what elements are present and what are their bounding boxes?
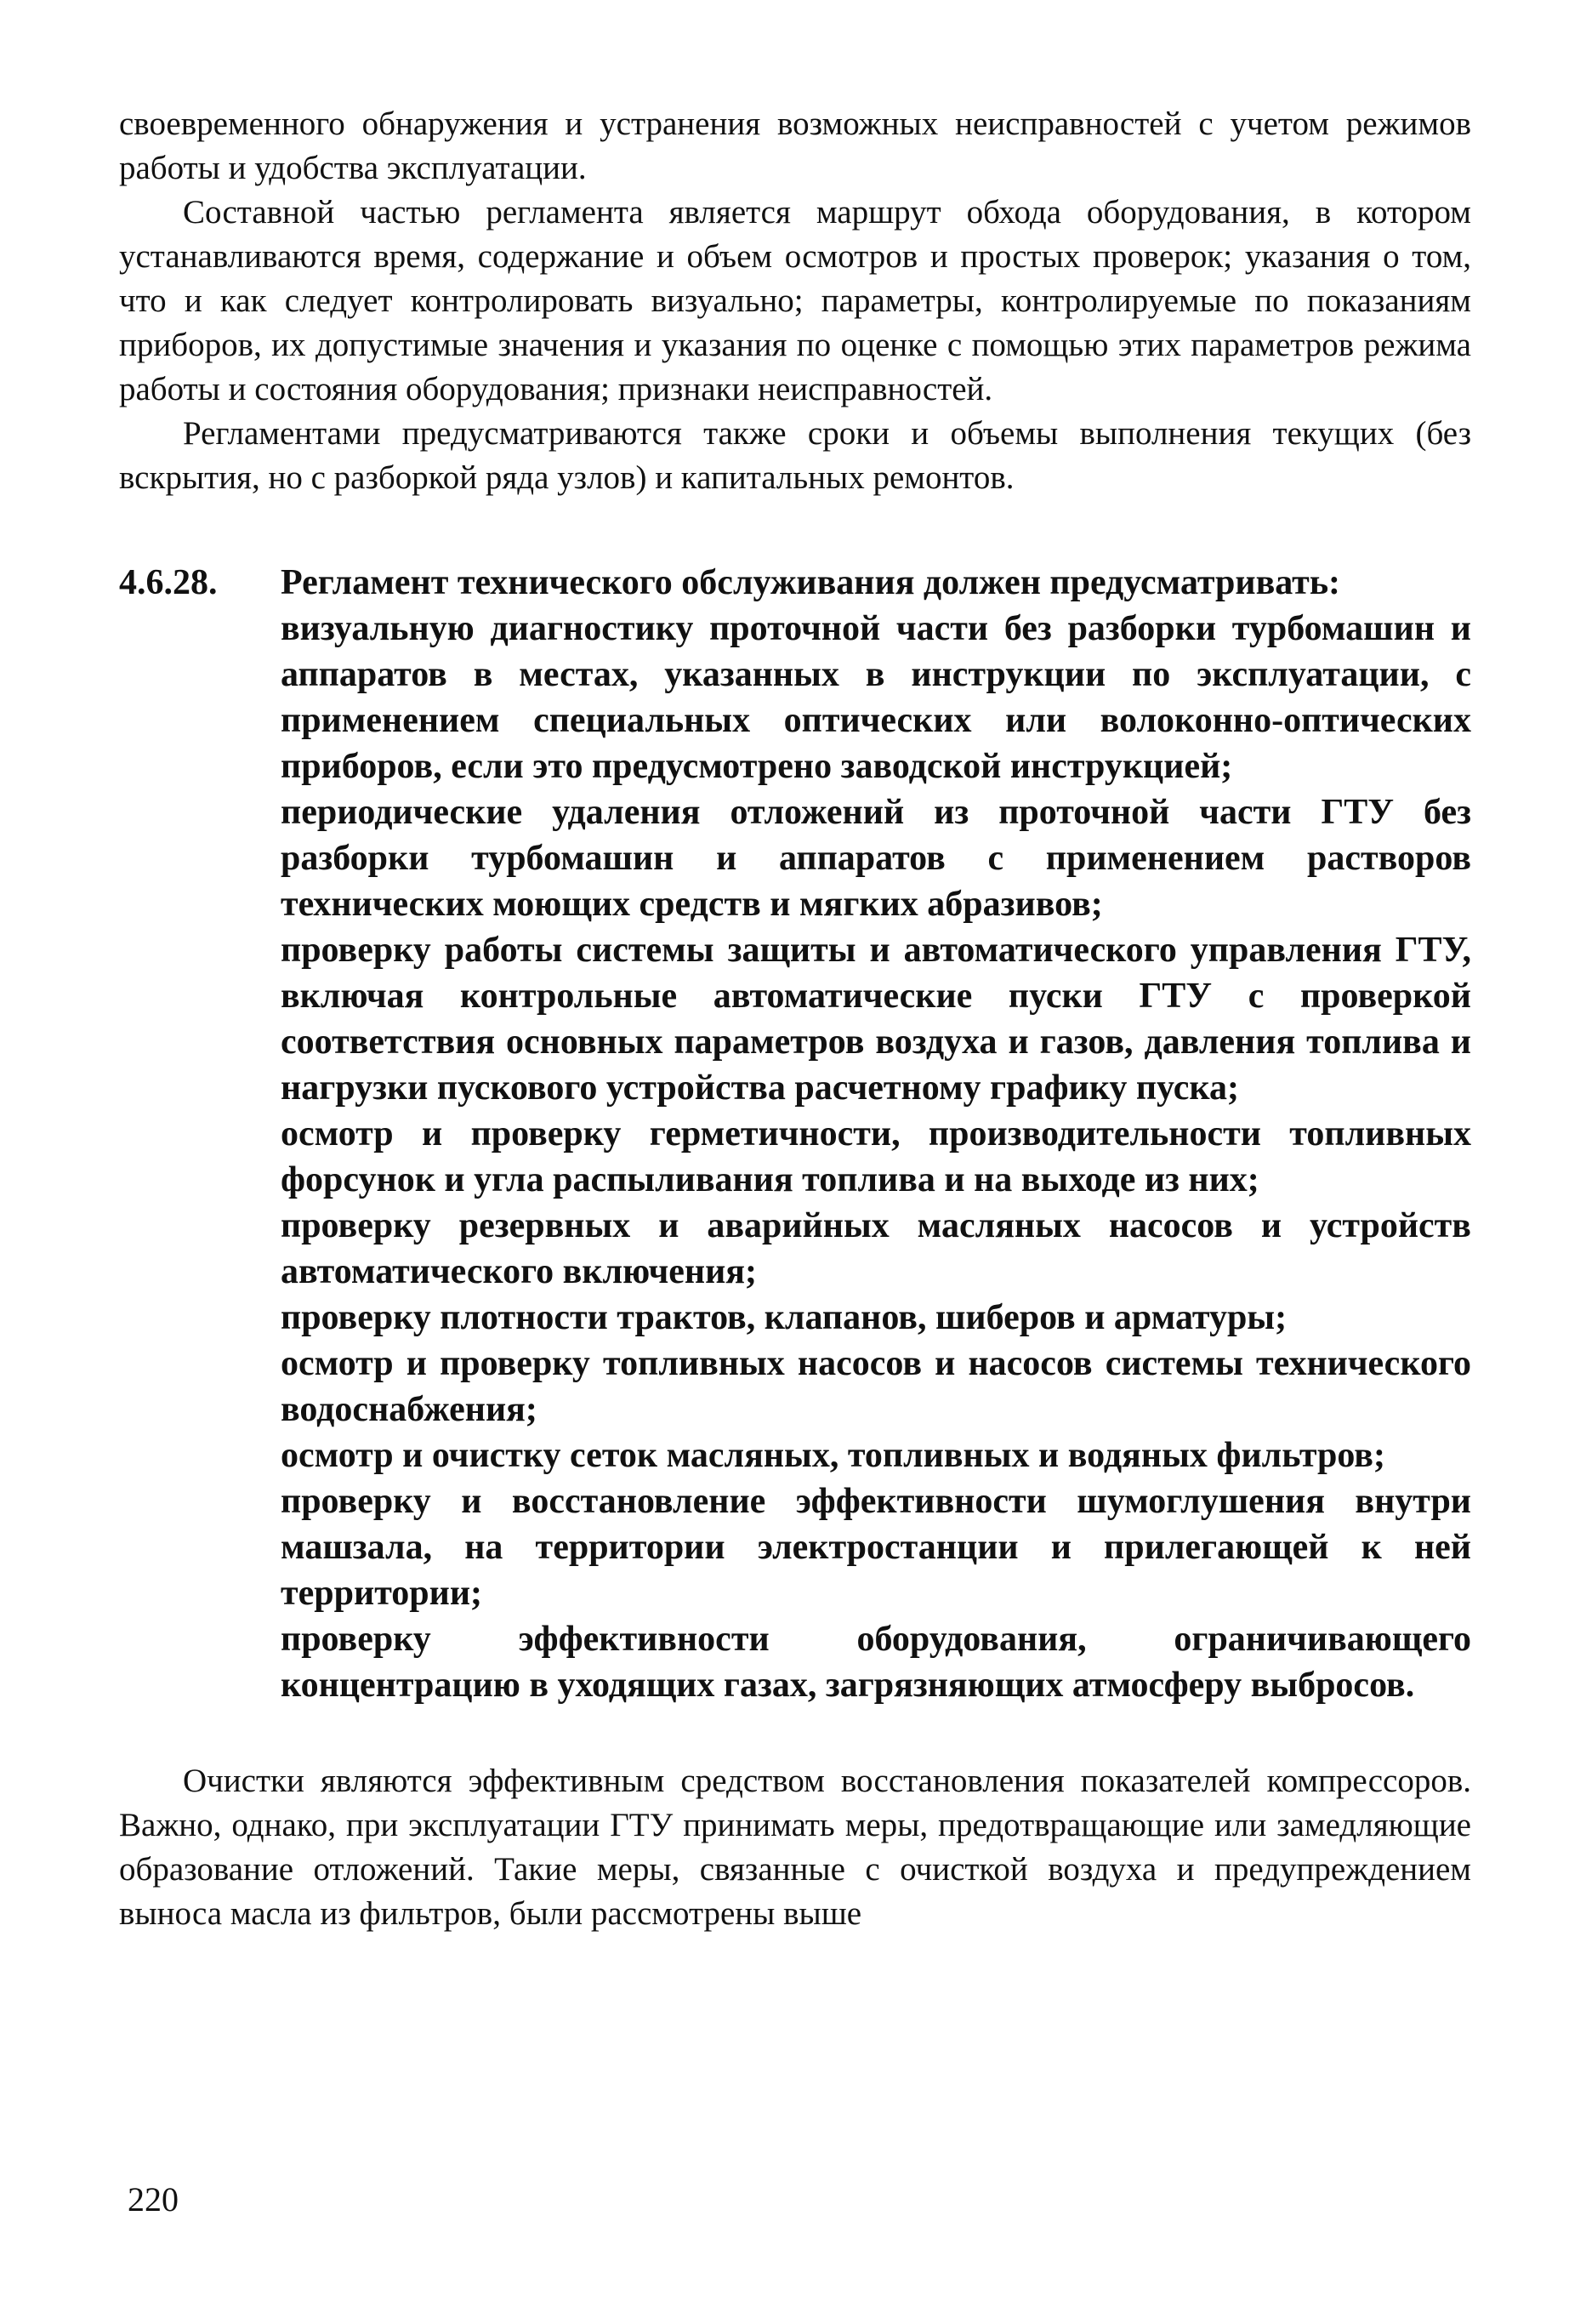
page-body [119,102,1471,1936]
section-items [281,606,1471,1708]
section-item: осмотр и очистку сеток масляных, топливных и водяных фильтров; [281,1436,1385,1475]
intro-paragraph-3: Регламентами предусматриваются также сроки и объемы выполнения текущих (без вскрытия, но с разборкой ряда узлов) и капитальных ремонтов. [119,415,1471,496]
section-item: периодические удаления отложений из проточной части ГТУ без разборки турбомашин и аппаратов с применением растворов технических моющих средств и мягких абразивов; [281,793,1471,924]
section-item: проверку и восстановление эффективности шумоглушения внутри машзала, на территории электростанции и прилегающей к ней территории; [281,1482,1471,1613]
section-item: проверку работы системы защиты и автоматического управления ГТУ, включая контрольные автоматические пуски ГТУ с проверкой соответствия основных параметров воздуха и газов, давления топлива и нагрузки пускового устройства расчетному графику пуска; [281,931,1471,1108]
closing-paragraph: Очистки являются эффективным средством восстановления показателей компрессоров. Важно, однако, при эксплуатации ГТУ принимать меры, предотвращающие или замедляющие образование отложений. Такие меры, связанные с очисткой воздуха и предупреждением выноса масла из фильтров, были рассмотрены выше [119,1763,1471,1932]
intro-paragraph-1: своевременного обнаружения и устранения возможных неисправностей с учетом режимов работы и удобства эксплуатации. [119,105,1471,186]
section-item: осмотр и проверку герметичности, производительности топливных форсунок и угла распыливания топлива и на выходе из них; [281,1114,1471,1199]
section-item: визуальную диагностику проточной части без разборки турбомашин и аппаратов в местах, указанных в инструкции по эксплуатации, с применением специальных оптических или волоконно-оптических приборов, если это предусмотрено заводской инструкцией; [281,609,1471,786]
section-4-6-28 [119,560,1471,1708]
page-number: 220 [128,2180,179,2219]
intro-paragraph-2: Составной частью регламента является маршрут обхода оборудования, в котором устанавливаются время, содержание и объем осмотров и простых проверок; указания о том, что и как следует контролировать визуально; параметры, контролируемые по показаниям приборов, их допустимые значения и указания по оценке с помощью этих параметров режима работы и состояния оборудования; признаки неисправностей. [119,194,1471,407]
section-item: проверку эффективности оборудования, ограничивающего концентрацию в уходящих газах, загрязняющих атмосферу выбросов. [281,1620,1471,1705]
section-title: Регламент технического обслуживания должен предусматривать: [281,563,1341,602]
section-number: 4.6.28. [119,563,218,602]
section-heading [119,560,1471,606]
section-item: проверку резервных и аварийных масляных насосов и устройств автоматического включения; [281,1206,1471,1291]
section-item: проверку плотности трактов, клапанов, шиберов и арматуры; [281,1298,1288,1337]
section-item: осмотр и проверку топливных насосов и насосов системы технического водоснабжения; [281,1344,1471,1429]
